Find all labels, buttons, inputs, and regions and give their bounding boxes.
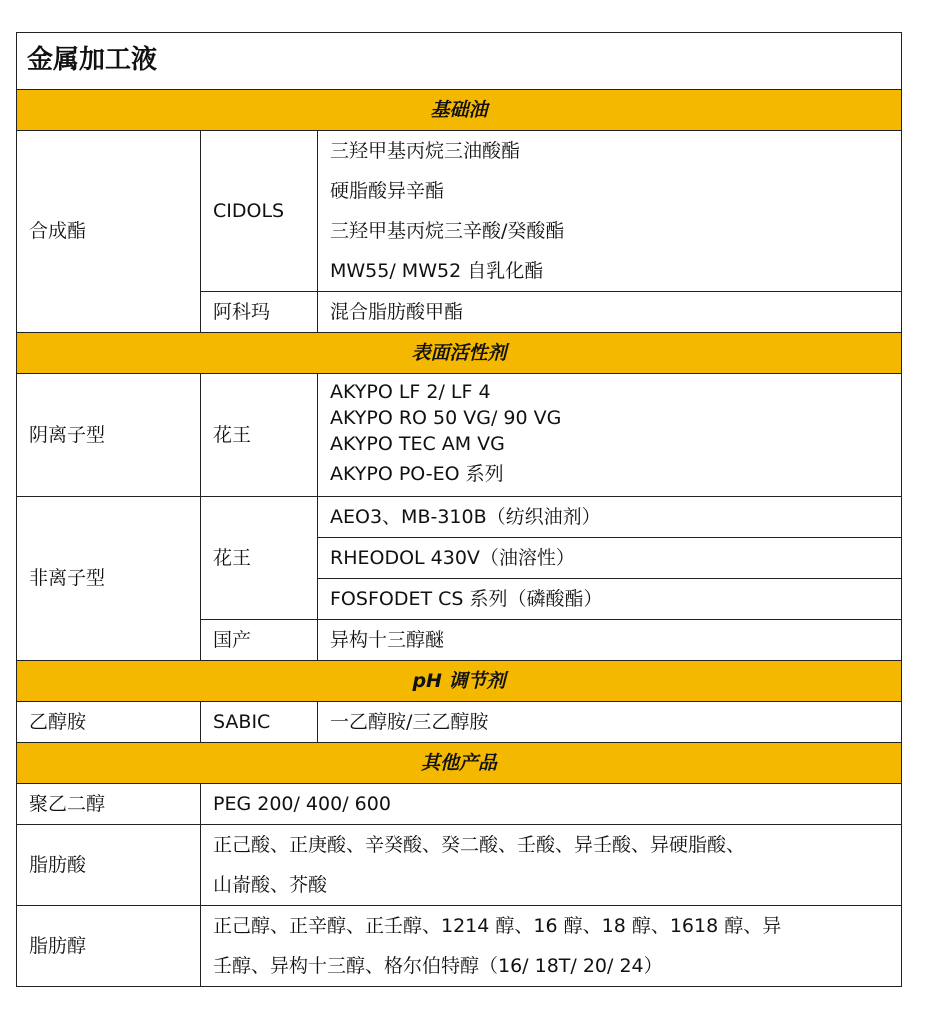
category-anionic: 阴离子型 (17, 374, 201, 497)
product-item: AEO3、MB-310B（纺织油剂） (318, 497, 902, 538)
section-header-base-oil: 基础油 (17, 90, 902, 131)
category-polyethylene-glycol: 聚乙二醇 (17, 784, 201, 825)
product-line: 正己醇、正辛醇、正壬醇、1214 醇、16 醇、18 醇、1618 醇、异 (213, 915, 782, 937)
product-item: RHEODOL 430V（油溶性） (318, 538, 902, 579)
product-item: MW55/ MW52 自乳化酯 (330, 260, 544, 282)
supplier-kao: 花王 (201, 374, 318, 497)
product-item: 硬脂酸异辛酯 (330, 180, 445, 202)
product-line: 壬醇、异构十三醇、格尔伯特醇（16/ 18T/ 20/ 24） (213, 955, 663, 977)
supplier-arkema: 阿科玛 (201, 292, 318, 333)
product-item: 异构十三醇醚 (318, 620, 902, 661)
category-synthetic-ester: 合成酯 (17, 131, 201, 333)
product-item: PEG 200/ 400/ 600 (201, 784, 902, 825)
product-list-fatty-alcohol (201, 906, 902, 987)
product-table (16, 32, 902, 987)
product-item: 三羟甲基丙烷三辛酸/癸酸酯 (330, 220, 565, 242)
product-item: AKYPO RO 50 VG/ 90 VG (330, 407, 562, 429)
product-list-cidols (318, 131, 902, 292)
category-fatty-acid: 脂肪酸 (17, 825, 201, 906)
category-fatty-alcohol: 脂肪醇 (17, 906, 201, 987)
product-line: 正己酸、正庚酸、辛癸酸、癸二酸、壬酸、异壬酸、异硬脂酸、 (213, 834, 746, 856)
category-ethanolamine: 乙醇胺 (17, 702, 201, 743)
supplier-sabic: SABIC (201, 702, 318, 743)
product-item: 混合脂肪酸甲酯 (318, 292, 902, 333)
product-item: 三羟甲基丙烷三油酸酯 (330, 140, 521, 162)
product-list-anionic (318, 374, 902, 497)
supplier-kao: 花王 (201, 497, 318, 620)
section-header-other-products: 其他产品 (17, 743, 902, 784)
product-item: AKYPO PO-EO 系列 (330, 463, 504, 485)
product-item: 一乙醇胺/三乙醇胺 (318, 702, 902, 743)
section-header-surfactant: 表面活性剂 (17, 333, 902, 374)
product-item: FOSFODET CS 系列（磷酸酯） (318, 579, 902, 620)
supplier-cidols: CIDOLS (201, 131, 318, 292)
page-title: 金属加工液 (17, 33, 902, 90)
category-nonionic: 非离子型 (17, 497, 201, 661)
product-list-fatty-acid (201, 825, 902, 906)
product-line: 山嵛酸、芥酸 (213, 874, 328, 896)
supplier-domestic: 国产 (201, 620, 318, 661)
section-header-ph-adjuster: pH 调节剂 (17, 661, 902, 702)
product-item: AKYPO LF 2/ LF 4 (330, 381, 491, 403)
product-item: AKYPO TEC AM VG (330, 433, 505, 455)
